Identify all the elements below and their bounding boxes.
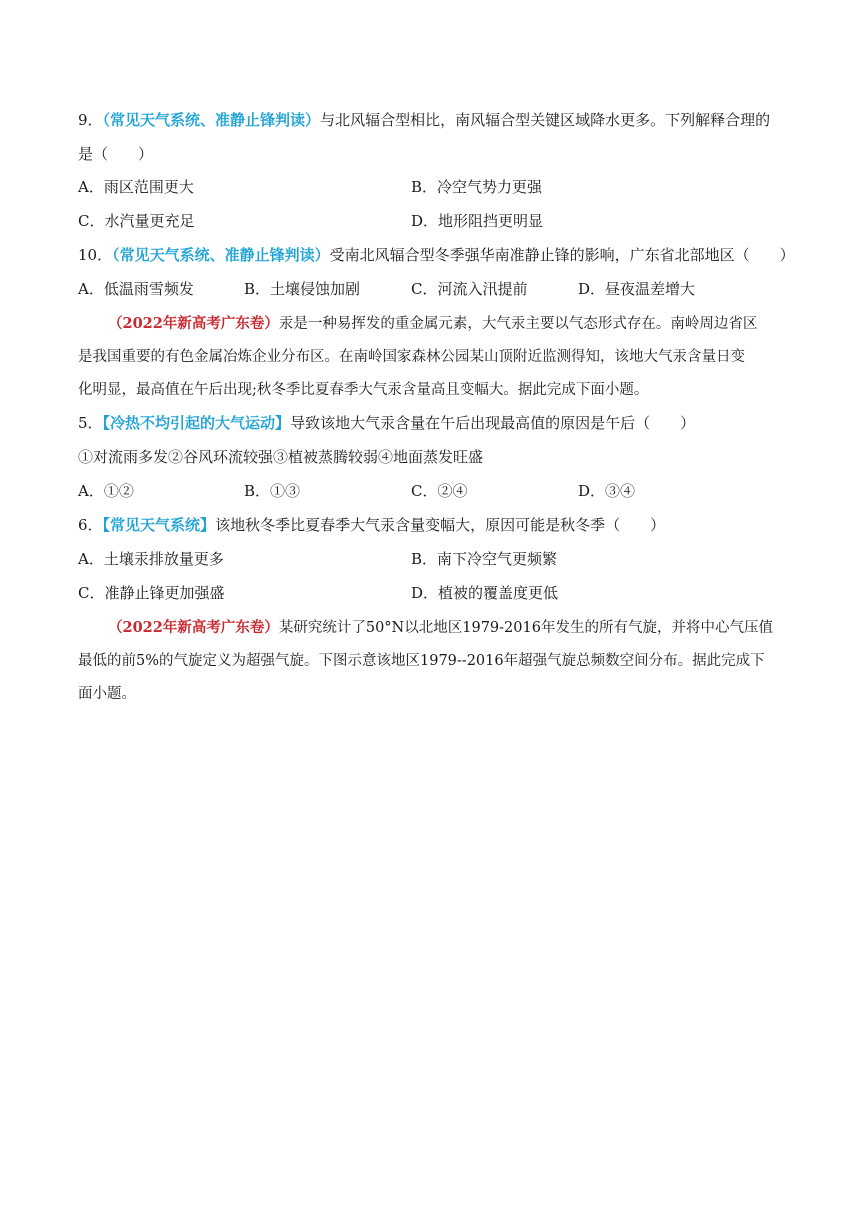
option-d: D．地形阻挡更明显 <box>411 212 544 230</box>
passage-text: 汞是一种易挥发的重金属元素，大气汞主要以气态形式存在。南岭周边省区 <box>278 316 758 332</box>
question-text: 该地秋冬季比夏春季大气汞含量变幅大，原因可能是秋冬季（ ） <box>215 516 666 534</box>
question-tag: （常见天气系统、准静止锋判读） <box>112 246 330 264</box>
option-c: C．②④ <box>411 482 468 500</box>
question-text: 受南北风辐合型冬季强华南准静止锋的影响，广东省北部地区（ ） <box>329 246 795 264</box>
question-5-stem <box>78 412 695 434</box>
question-number: 10． <box>78 246 113 264</box>
passage-2-line-2: 最低的前5%的气旋定义为超强气旋。下图示意该地区1979--2016年超强气旋总频数空间分布。据此完成下 <box>78 653 765 669</box>
question-10-stem <box>78 244 795 266</box>
question-tag: （常见天气系统、准静止锋判读） <box>102 111 321 129</box>
question-text: 与北风辐合型相比，南风辐合型关键区域降水更多。下列解释合理的 <box>320 111 771 129</box>
option-b: B．冷空气势力更强 <box>411 178 543 196</box>
option-b: B．①③ <box>244 482 301 500</box>
option-d: D．植被的覆盖度更低 <box>411 584 559 602</box>
option-c: C．河流入汛提前 <box>411 280 528 298</box>
question-text: 导致该地大气汞含量在午后出现最高值的原因是午后（ ） <box>290 414 696 432</box>
option-d: D．③④ <box>578 482 636 500</box>
question-tag: 【常见天气系统】 <box>102 516 216 534</box>
option-a: A．低温雨雪频发 <box>78 280 194 298</box>
option-a: A．①② <box>78 482 134 500</box>
question-5-choices: ①对流雨多发②谷风环流较强③植被蒸腾较弱④地面蒸发旺盛 <box>78 448 484 466</box>
question-9-stem <box>78 109 770 131</box>
option-c: C．水汽量更充足 <box>78 212 195 230</box>
option-d: D．昼夜温差增大 <box>578 280 696 298</box>
question-6-stem <box>78 514 665 536</box>
option-a: A．土壤汞排放量更多 <box>78 550 224 568</box>
question-tag: 【冷热不均引起的大气运动】 <box>102 414 291 432</box>
passage-1-line-1 <box>108 313 757 335</box>
option-b: B．南下冷空气更频繁 <box>411 550 558 568</box>
question-number: 9． <box>78 111 103 129</box>
source-label: （2022年新高考广东卷） <box>108 315 279 332</box>
passage-2-line-1 <box>108 617 773 639</box>
option-a: A．雨区范围更大 <box>78 178 194 196</box>
question-number: 6． <box>78 516 103 534</box>
option-b: B．土壤侵蚀加剧 <box>244 280 361 298</box>
passage-1-line-2: 是我国重要的有色金属冶炼企业分布区。在南岭国家森林公园某山顶附近监测得知，该地大气汞含量日变 <box>78 349 745 365</box>
option-c: C．准静止锋更加强盛 <box>78 584 225 602</box>
passage-1-line-3: 化明显，最高值在午后出现;秋冬季比夏春季大气汞含量高且变幅大。据此完成下面小题。 <box>78 382 649 398</box>
passage-text: 某研究统计了50°N以北地区1979-2016年发生的所有气旋，并将中心气压值 <box>278 620 773 636</box>
question-9-stem-cont: 是（ ） <box>78 145 154 163</box>
passage-2-line-3: 面小题。 <box>78 686 136 702</box>
source-label: （2022年新高考广东卷） <box>108 619 279 636</box>
question-number: 5． <box>78 414 103 432</box>
